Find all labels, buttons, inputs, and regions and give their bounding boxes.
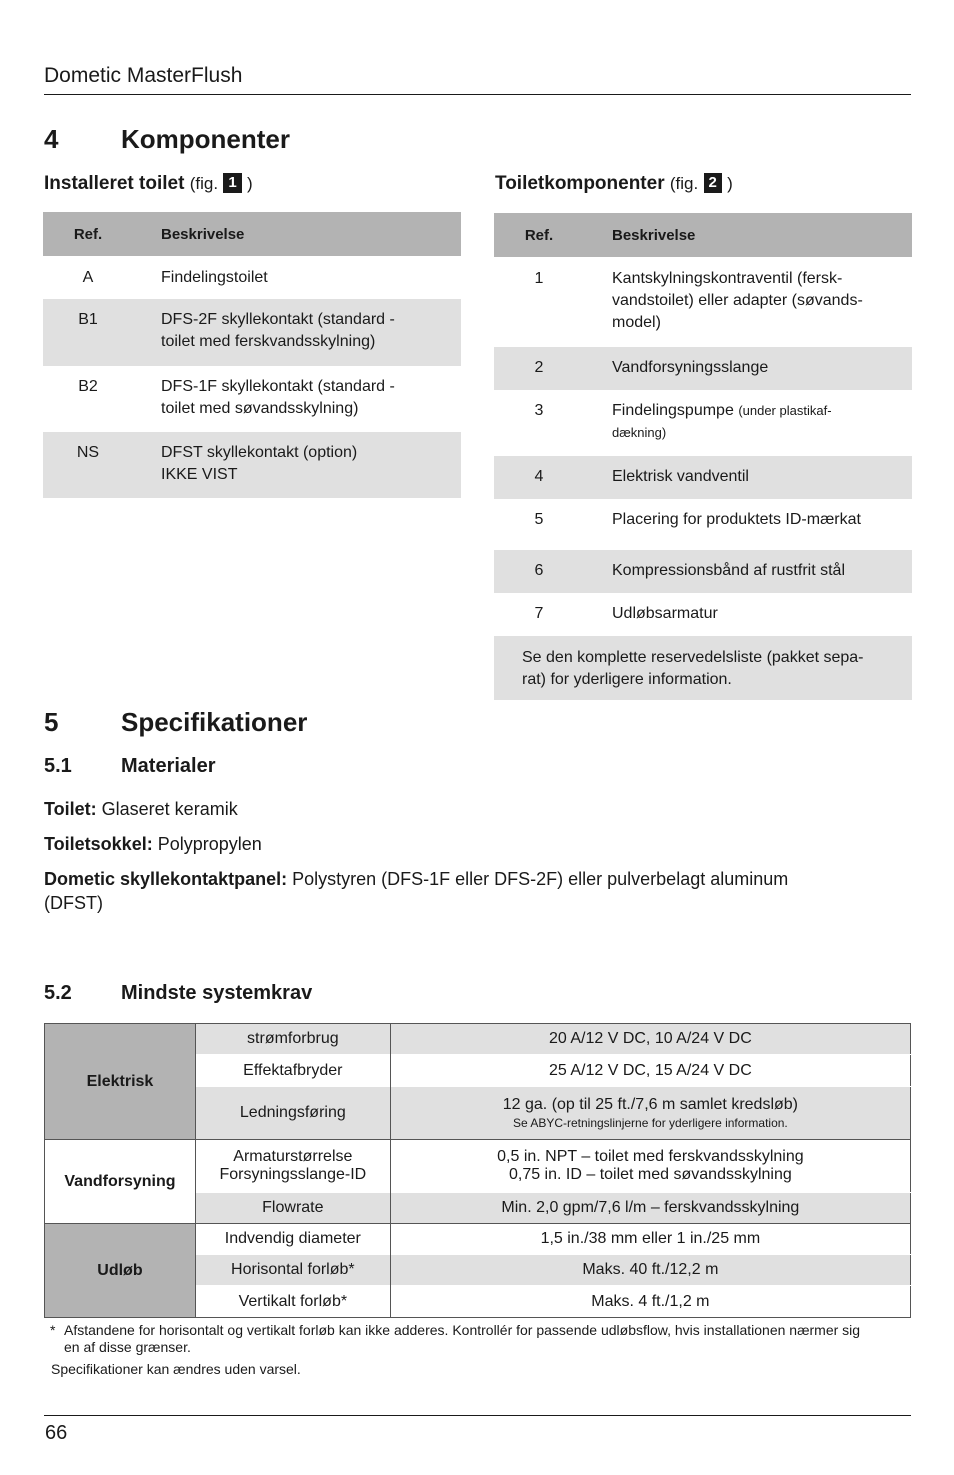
desc-line: DFS-2F skyllekontakt (standard - — [161, 311, 395, 328]
material-label: Toilet: — [44, 799, 97, 819]
section-number: 4 — [44, 124, 59, 154]
row-ref: 6 — [494, 550, 584, 593]
installed-toilet-heading — [44, 173, 253, 195]
row-ref: NS — [43, 432, 133, 498]
footnote-2: Specifikationer kan ændres uden varsel. — [51, 1361, 301, 1377]
row-ref: B2 — [78, 378, 98, 395]
row-description: Udløbsarmatur — [612, 605, 718, 622]
category-electrical: Elektrisk — [45, 1024, 196, 1140]
table-header-row — [43, 212, 461, 256]
value-text: 12 ga. (op til 25 ft./7,6 m samlet kredsløb) — [502, 1096, 798, 1113]
table-row — [43, 366, 461, 432]
table-row — [494, 390, 912, 456]
desc-line: Kantskylningskontraventil (fersk- — [612, 270, 843, 287]
fig-suffix: ) — [727, 174, 733, 193]
material-toilet-base — [44, 832, 864, 856]
row-description: Elektrisk vandventil — [584, 456, 912, 499]
row-description — [133, 366, 461, 432]
table-row — [494, 257, 912, 347]
footer-rule — [44, 1415, 911, 1416]
page-number: 66 — [45, 1422, 68, 1444]
table-row — [43, 432, 461, 498]
desc-small: (under plastikaf- — [738, 403, 832, 418]
material-toilet — [44, 797, 864, 821]
row-ref: 4 — [494, 456, 584, 499]
toilet-components-heading — [495, 173, 733, 195]
table-row — [494, 456, 912, 499]
col-description: Beskrivelse — [133, 212, 461, 256]
installed-toilet-label: Installeret toilet — [44, 173, 185, 194]
fig-suffix: ) — [246, 174, 253, 193]
table-row — [494, 593, 912, 636]
table-row — [45, 1140, 911, 1193]
desc-line: vandstoilet) eller adapter (søvands- — [612, 292, 863, 309]
fig-prefix: (fig. — [669, 174, 699, 193]
table-row — [45, 1224, 911, 1255]
row-ref: 1 — [534, 270, 544, 287]
table-header-row — [494, 213, 912, 257]
table-row — [494, 347, 912, 390]
param-cell: Ledningsføring — [195, 1087, 390, 1140]
param-cell: Vertikalt forløb* — [195, 1286, 390, 1318]
desc-line: toilet med søvandsskylning) — [161, 400, 359, 417]
note-line: Se den komplette reservedelsliste (pakket sepa- — [522, 649, 864, 666]
material-flush-panel — [44, 867, 864, 915]
row-ref: B1 — [43, 299, 133, 366]
section-number: 5 — [44, 707, 59, 737]
section-title: Specifikationer — [121, 707, 308, 737]
desc-line: DFST skyllekontakt (option) — [161, 444, 358, 461]
value-cell: Maks. 4 ft./1,2 m — [390, 1286, 910, 1318]
row-ref: A — [82, 269, 94, 286]
row-ref: 7 — [534, 605, 544, 622]
running-header: Dometic MasterFlush — [44, 64, 243, 87]
col-ref: Ref. — [43, 212, 133, 256]
table-row — [494, 499, 912, 550]
value-line: 0,75 in. ID – toilet med søvandsskylning — [508, 1166, 792, 1183]
footnote-line: en af disse grænser. — [64, 1339, 191, 1355]
value-cell: Maks. 40 ft./12,2 m — [390, 1255, 910, 1286]
row-description — [584, 390, 912, 456]
section-number: 5.1 — [44, 755, 72, 777]
value-cell: 1,5 in./38 mm eller 1 in./25 mm — [390, 1224, 910, 1255]
row-description: Placering for produktets ID-mærkat — [612, 511, 861, 528]
desc-line: IKKE VIST — [161, 466, 238, 483]
desc-line: toilet med ferskvandsskylning) — [161, 333, 376, 350]
table-row — [43, 256, 461, 299]
value-cell: Min. 2,0 gpm/7,6 l/m – ferskvandsskylning — [390, 1193, 910, 1224]
desc-line: model) — [612, 314, 661, 331]
desc-line: DFS-1F skyllekontakt (standard - — [161, 378, 395, 395]
table-row — [494, 550, 912, 593]
param-cell: strømforbrug — [195, 1024, 390, 1055]
param-line: Forsyningsslange-ID — [219, 1166, 367, 1183]
material-value: Polystyren (DFS-1F eller DFS-2F) eller pulverbelagt aluminum — [287, 869, 789, 889]
col-ref: Ref. — [494, 213, 584, 257]
material-value: Glaseret keramik — [96, 799, 238, 819]
value-cell: 25 A/12 V DC, 15 A/24 V DC — [390, 1055, 910, 1087]
row-ref: 5 — [534, 511, 544, 528]
param-cell: Horisontal forløb* — [195, 1255, 390, 1286]
row-description: Kompressionsbånd af rustfrit stål — [584, 550, 912, 593]
row-ref: 2 — [494, 347, 584, 390]
col-description: Beskrivelse — [584, 213, 912, 257]
value-line: 0,5 in. NPT – toilet med ferskvandsskylning — [497, 1148, 804, 1165]
value-cell: 20 A/12 V DC, 10 A/24 V DC — [390, 1024, 910, 1055]
system-requirements-table — [44, 1023, 911, 1318]
installed-toilet-table — [43, 212, 461, 498]
value-cell — [390, 1087, 910, 1140]
param-line: Armaturstørrelse — [233, 1148, 353, 1165]
row-ref: 3 — [534, 402, 544, 419]
figure-number-badge: 2 — [704, 173, 722, 193]
section-title: Materialer — [121, 755, 216, 777]
figure-number-badge: 1 — [223, 173, 241, 193]
table-note-row — [494, 636, 912, 700]
desc-line: Findelingspumpe — [612, 402, 734, 419]
param-cell — [195, 1140, 390, 1193]
toilet-components-label: Toiletkomponenter — [495, 173, 665, 194]
material-value: (DFST) — [44, 893, 103, 913]
toilet-components-table — [494, 213, 912, 700]
footnote-1 — [64, 1322, 909, 1356]
table-row — [43, 299, 461, 366]
row-description: Vandforsyningsslange — [584, 347, 912, 390]
param-cell: Indvendig diameter — [195, 1224, 390, 1255]
table-note — [494, 636, 912, 700]
material-value: Polypropylen — [152, 834, 262, 854]
section-title: Mindste systemkrav — [121, 982, 313, 1004]
row-description — [133, 432, 461, 498]
fig-prefix: (fig. — [189, 174, 219, 193]
category-water-supply: Vandforsyning — [45, 1140, 196, 1224]
note-line: rat) for yderligere information. — [522, 671, 732, 688]
param-cell: Effektafbryder — [195, 1055, 390, 1087]
desc-small: dækning) — [612, 425, 667, 440]
value-cell — [390, 1140, 910, 1193]
category-outlet: Udløb — [45, 1224, 196, 1318]
row-description — [584, 257, 912, 347]
footnote-marker: * — [50, 1322, 56, 1338]
section-title: Komponenter — [121, 124, 290, 154]
material-label: Toiletsokkel: — [44, 834, 153, 854]
header-rule — [44, 94, 911, 95]
value-note: Se ABYC-retningslinjerne for yderligere information. — [512, 1116, 788, 1130]
footnote-line: Afstandene for horisontalt og vertikalt forløb kan ikke adderes. Kontrollér for passende udløbsflow, hvis installationen nærmer sig — [64, 1322, 861, 1338]
row-description — [133, 299, 461, 366]
material-label: Dometic skyllekontaktpanel: — [44, 869, 288, 889]
param-cell: Flowrate — [195, 1193, 390, 1224]
section-number: 5.2 — [44, 982, 72, 1004]
table-row — [45, 1024, 911, 1055]
row-description: Findelingstoilet — [161, 269, 268, 286]
